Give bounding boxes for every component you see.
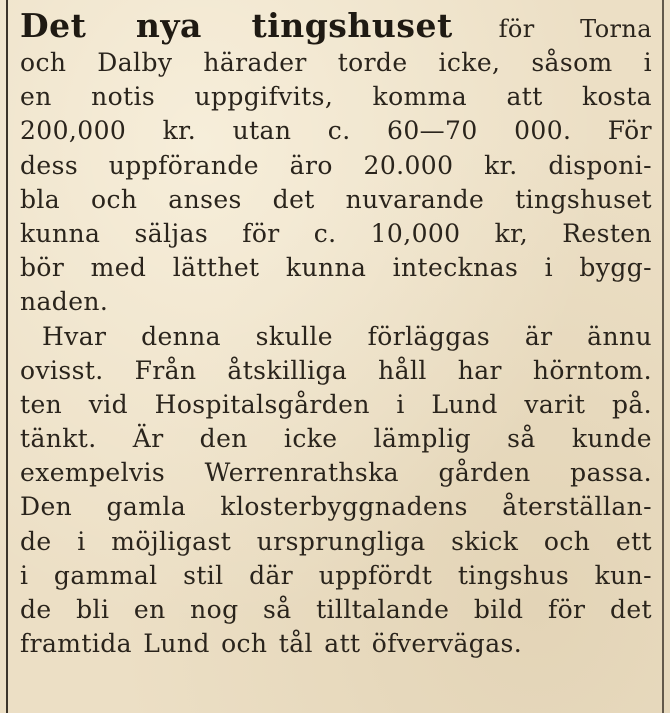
article-line-17: i gammal stil där uppfördt tingshus kun- bbox=[20, 560, 652, 590]
article-line-12: ten vid Hospitalsgården i Lund varit på. bbox=[20, 389, 652, 419]
article-line-15: Den gamla klosterbyggnadens återställan- bbox=[20, 492, 652, 522]
news-article bbox=[20, 6, 652, 661]
article-line-10: Hvar denna skulle förläggas är ännu bbox=[42, 321, 652, 351]
article-line-6: bla och anses det nuvarande tingshuset bbox=[20, 184, 652, 214]
article-line-19: framtida Lund och tål att öfvervägas. bbox=[20, 629, 523, 659]
article-line-16: de i möjligast ursprungliga skick och ett bbox=[20, 526, 652, 556]
article-line-1-text: för Torna bbox=[498, 15, 652, 43]
article-line-13: tänkt. Är den icke lämplig så kunde bbox=[20, 424, 652, 454]
article-line-5: dess uppförande äro 20.000 kr. disponi- bbox=[20, 150, 652, 180]
column-rule-left bbox=[6, 0, 8, 713]
article-line-3: en notis uppgifvits, komma att kosta bbox=[20, 82, 652, 112]
column-rule-right bbox=[662, 0, 664, 713]
article-line-8: bör med lätthet kunna intecknas i bygg- bbox=[20, 253, 652, 283]
article-line-1 bbox=[20, 6, 652, 46]
article-line-4: 200,000 kr. utan c. 60—70 000. För bbox=[20, 116, 652, 146]
next-article-cut-off bbox=[20, 704, 660, 713]
article-line-11: ovisst. Från åtskilliga håll har hörntom. bbox=[20, 355, 652, 385]
article-line-7: kunna säljas för c. 10,000 kr, Resten bbox=[20, 218, 652, 248]
article-line-9: naden. bbox=[20, 287, 109, 317]
article-line-14: exempelvis Werrenrathska gården passa. bbox=[20, 458, 652, 488]
article-line-18: de bli en nog så tilltalande bild för det bbox=[20, 595, 652, 624]
article-line-2: och Dalby härader torde icke, såsom i bbox=[20, 48, 652, 77]
article-headline: Det nya tingshuset bbox=[20, 6, 453, 45]
